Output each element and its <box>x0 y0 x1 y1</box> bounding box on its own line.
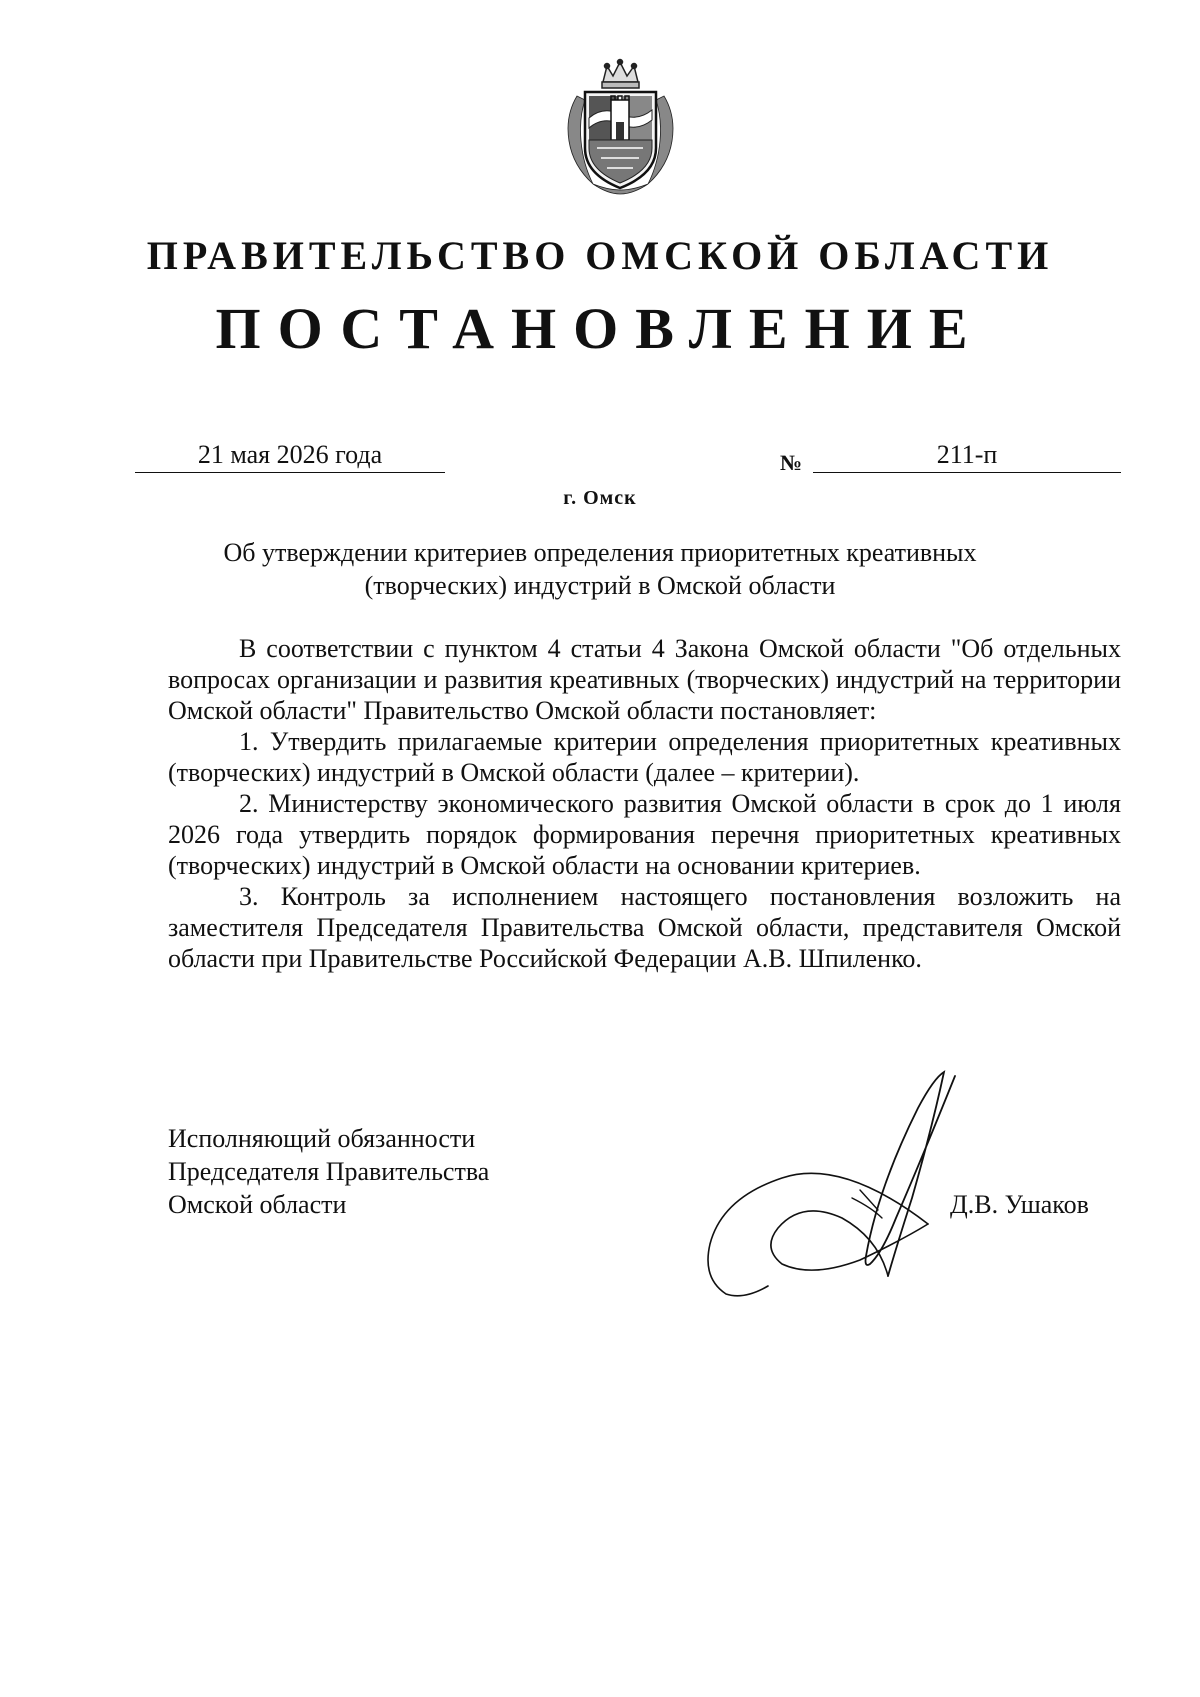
signer-position <box>168 1122 489 1221</box>
document-number: 211-п <box>813 438 1121 473</box>
signature-icon <box>682 1068 962 1300</box>
subject-line: (творческих) индустрий в Омской области <box>364 571 836 600</box>
signer-position-line: Исполняющий обязанности <box>168 1124 476 1153</box>
organization-title: ПРАВИТЕЛЬСТВО ОМСКОЙ ОБЛАСТИ <box>146 233 1054 278</box>
coat-of-arms-icon <box>563 56 678 198</box>
signer-name: Д.В. Ушаков <box>950 1190 1089 1219</box>
body-paragraph: В соответствии с пунктом 4 статьи 4 Закона Омской области "Об отдельных вопросах организации и развития креативных (творческих) индустрий на территории Омской области" Правительство Омской области постановляет: <box>168 634 1121 725</box>
signer-position-line: Омской области <box>168 1190 347 1219</box>
document-type-title: ПОСТАНОВЛЕНИЕ <box>215 296 985 361</box>
number-label: № <box>780 450 803 475</box>
subject-line: Об утверждении критериев определения приоритетных креативных <box>223 538 977 567</box>
document-city: г. Омск <box>563 487 637 509</box>
document-body <box>168 633 1121 974</box>
document-subject <box>200 536 1000 602</box>
signer-position-line: Председателя Правительства <box>168 1157 490 1186</box>
body-paragraph: 1. Утвердить прилагаемые критерии определения приоритетных креативных (творческих) индустрий в Омской области (далее – критерии). <box>168 727 1121 787</box>
document-date: 21 мая 2026 года <box>135 438 445 473</box>
body-paragraph: 3. Контроль за исполнением настоящего постановления возложить на заместителя Председателя Правительства Омской области, представителя Омской области при Правительстве Российской Федерации А.В. Шпиленко. <box>168 882 1121 973</box>
body-paragraph: 2. Министерству экономического развития Омской области в срок до 1 июля 2026 года утвердить порядок формирования перечня приоритетных креативных (творческих) индустрий в Омской области на основании критериев. <box>168 789 1121 880</box>
